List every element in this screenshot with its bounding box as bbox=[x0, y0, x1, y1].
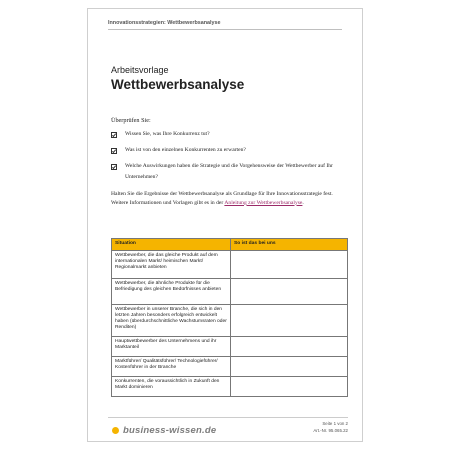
table-header-row bbox=[112, 239, 348, 251]
situation-cell: Hauptwettbewerber des Unternehmens und ihr Marktanteil bbox=[112, 337, 231, 357]
checklist-item bbox=[111, 145, 347, 156]
table-row bbox=[112, 279, 348, 305]
checklist-item-text: Wissen Sie, was Ihre Konkurrenz tut? bbox=[125, 131, 210, 137]
situation-cell: Wettbewerber, die ähnliche Produkte für die Befriedigung des gleichen Bedürfnisses anbieten bbox=[112, 279, 231, 305]
guide-link[interactable]: Anleitung zur Wettbewerbsanalyse bbox=[224, 199, 303, 206]
situation-cell: Konkurrenten, die voraussichtlich in Zukunft den Markt dominieren bbox=[112, 377, 231, 397]
answer-cell[interactable] bbox=[231, 377, 348, 397]
table-row bbox=[112, 305, 348, 337]
checklist-item bbox=[111, 129, 347, 140]
checklist-item-text: Welche Auswirkungen haben die Strategie und die Vorgehensweise der Wettbewerber auf Ihr Unternehmen? bbox=[125, 163, 333, 180]
running-header: Innovationsstrategien: Wettbewerbsanalyse bbox=[108, 20, 221, 26]
analysis-table bbox=[111, 238, 348, 397]
answer-cell[interactable] bbox=[231, 357, 348, 377]
column-header-status: So ist das bei uns bbox=[231, 239, 348, 251]
article-number: Art.-Nr. 95.065.22 bbox=[313, 428, 348, 433]
footer-logo bbox=[112, 425, 216, 436]
situation-cell: Wettbewerber, die das gleiche Produkt auf dem internationalen Markt/ heimischen Markt/ Regionalmarkt anbieten bbox=[112, 251, 231, 279]
situation-cell: Marktführer/ Qualitätsführer/ Technologieführer/ Kostenführer in der Branche bbox=[112, 357, 231, 377]
document-kicker: Arbeitsvorlage bbox=[111, 65, 169, 75]
intro-text: Überprüfen Sie: bbox=[111, 117, 151, 124]
table-row bbox=[112, 377, 348, 397]
checkbox-checked-icon bbox=[111, 132, 117, 138]
document-page bbox=[87, 8, 363, 442]
answer-cell[interactable] bbox=[231, 279, 348, 305]
page-info bbox=[313, 420, 348, 434]
checkbox-checked-icon bbox=[111, 148, 117, 154]
body-paragraph bbox=[111, 190, 347, 207]
footer-divider bbox=[108, 417, 348, 418]
table-row bbox=[112, 357, 348, 377]
logo-dot-icon bbox=[112, 427, 119, 434]
page-number: Seite 1 von 2 bbox=[322, 421, 348, 426]
checklist-item bbox=[111, 161, 347, 183]
header-divider bbox=[108, 29, 342, 30]
situation-cell: Wettbewerber in unserer Branche, die sich in den letzten Jahren besonders erfolgreich entwickelt haben (überdurchschnittliche Wachstumsraten oder Renditen) bbox=[112, 305, 231, 337]
answer-cell[interactable] bbox=[231, 337, 348, 357]
answer-cell[interactable] bbox=[231, 251, 348, 279]
checklist bbox=[111, 129, 347, 188]
paragraph-text: Halten Sie die Ergebnisse der Wettbewerbsanalyse als Grundlage für Ihre Innovationsstrategie fest. Weitere Informationen und Vorlagen gibt es in der bbox=[111, 191, 333, 206]
checklist-item-text: Was ist von den einzelnen Konkurrenten zu erwarten? bbox=[125, 147, 246, 153]
checkbox-checked-icon bbox=[111, 164, 117, 170]
answer-cell[interactable] bbox=[231, 305, 348, 337]
logo-wordmark: business-wissen.de bbox=[123, 425, 217, 436]
table-row bbox=[112, 337, 348, 357]
table-row bbox=[112, 251, 348, 279]
link-suffix: . bbox=[302, 199, 304, 206]
column-header-situation: Situation bbox=[112, 239, 231, 251]
document-title: Wettbewerbsanalyse bbox=[111, 77, 245, 92]
